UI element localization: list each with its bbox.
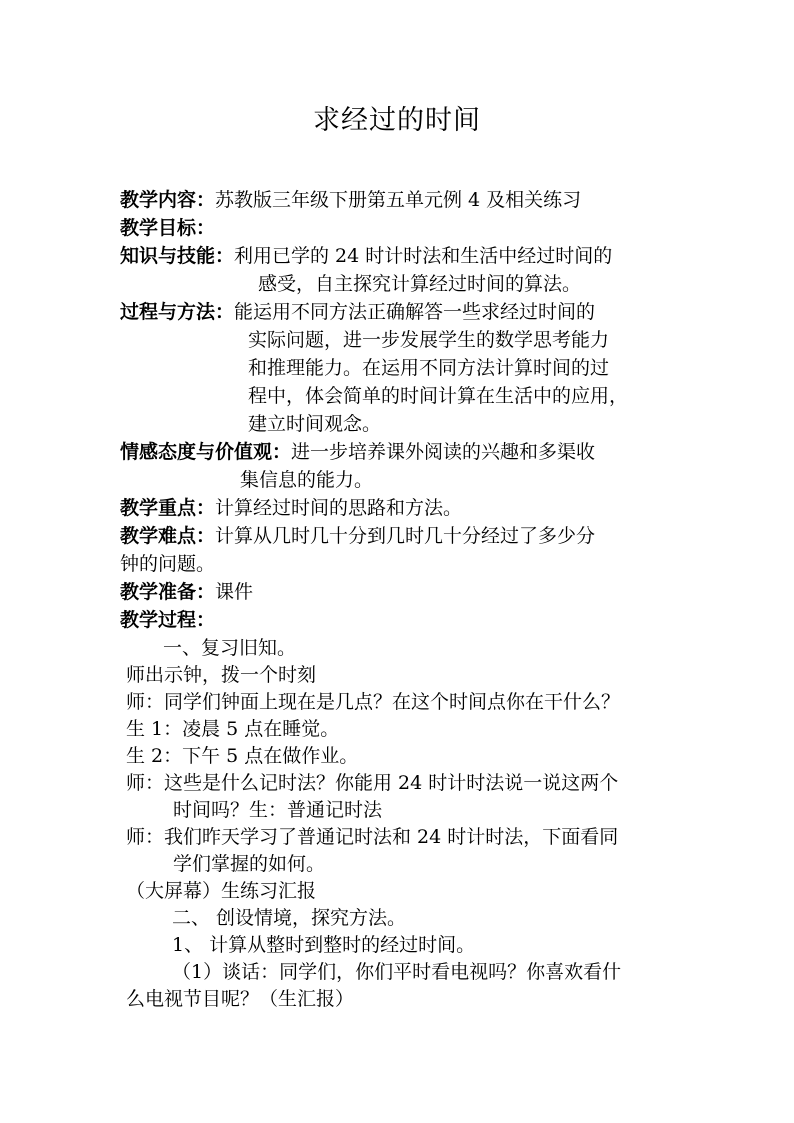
difficulty-line-1 [120, 523, 595, 549]
content-text: 苏教版三年级下册第五单元例 4 及相关练习 [215, 189, 582, 211]
prep-label: 教学准备： [120, 581, 216, 603]
prep-line [120, 579, 253, 605]
process-text-2: 实际问题，进一步发展学生的数学思考能力 [248, 329, 610, 351]
emotion-text-2: 集信息的能力。 [240, 469, 374, 491]
key-points-label: 教学重点： [120, 497, 216, 519]
body-line-11: 二、 创设情境，探究方法。 [172, 907, 407, 929]
body-line-1: 一、复习旧知。 [163, 637, 297, 659]
content-line [120, 187, 581, 213]
difficulty-text-1: 计算从几时几十分到几时几十分经过了多少分 [215, 525, 596, 547]
body-line-7: 时间吗？生：普通记时法 [173, 799, 383, 821]
key-points-text: 计算经过时间的思路和方法。 [215, 497, 463, 519]
prep-text: 课件 [215, 581, 254, 603]
knowledge-line-1 [120, 243, 612, 269]
body-line-9: 学们掌握的如何。 [173, 853, 326, 875]
emotion-label: 情感态度与价值观： [120, 441, 292, 463]
body-line-4: 生 1：凌晨 5 点在睡觉。 [126, 718, 340, 740]
objectives-line [120, 215, 215, 241]
body-line-14: 么电视节目呢？（生汇报） [126, 988, 355, 1010]
body-line-5: 生 2：下午 5 点在做作业。 [126, 745, 359, 767]
process-text-5: 建立时间观念。 [248, 413, 382, 435]
procedure-label: 教学过程： [120, 609, 216, 631]
body-line-6: 师：这些是什么记时法？你能用 24 时计时法说一说这两个 [126, 772, 619, 794]
body-line-10: （大屏幕）生练习汇报 [126, 880, 317, 902]
process-line-1 [120, 299, 595, 325]
process-text-4: 程中，体会简单的时间计算在生活中的应用， [248, 385, 629, 407]
process-text-3: 和推理能力。在运用不同方法计算时间的过 [248, 357, 610, 379]
knowledge-text-2: 感受，自主探究计算经过时间的算法。 [258, 273, 582, 295]
procedure-line [120, 607, 215, 633]
body-line-8: 师：我们昨天学习了普通记时法和 24 时计时法，下面看同 [126, 826, 619, 848]
difficulty-label: 教学难点： [120, 525, 216, 547]
objectives-label: 教学目标： [120, 217, 216, 239]
body-line-13: （1）谈话：同学们，你们平时看电视吗？你喜欢看什 [172, 961, 622, 983]
emotion-text-1: 进一步培养课外阅读的兴趣和多渠收 [291, 441, 596, 463]
content-label: 教学内容： [120, 189, 216, 211]
body-line-12: 1、 计算从整时到整时的经过时间。 [172, 934, 476, 956]
difficulty-text-2: 钟的问题。 [120, 553, 216, 575]
document-title: 求经过的时间 [313, 105, 481, 136]
process-text-1: 能运用不同方法正确解答一些求经过时间的 [234, 301, 596, 323]
process-label: 过程与方法： [120, 301, 235, 323]
knowledge-text-1: 利用已学的 24 时计时法和生活中经过时间的 [234, 245, 613, 267]
emotion-line-1 [120, 439, 595, 465]
key-points-line [120, 495, 462, 521]
body-line-2: 师出示钟，拨一个时刻 [126, 664, 317, 686]
knowledge-label: 知识与技能： [120, 245, 235, 267]
body-line-3: 师：同学们钟面上现在是几点？在这个时间点你在干什么？ [126, 691, 621, 713]
